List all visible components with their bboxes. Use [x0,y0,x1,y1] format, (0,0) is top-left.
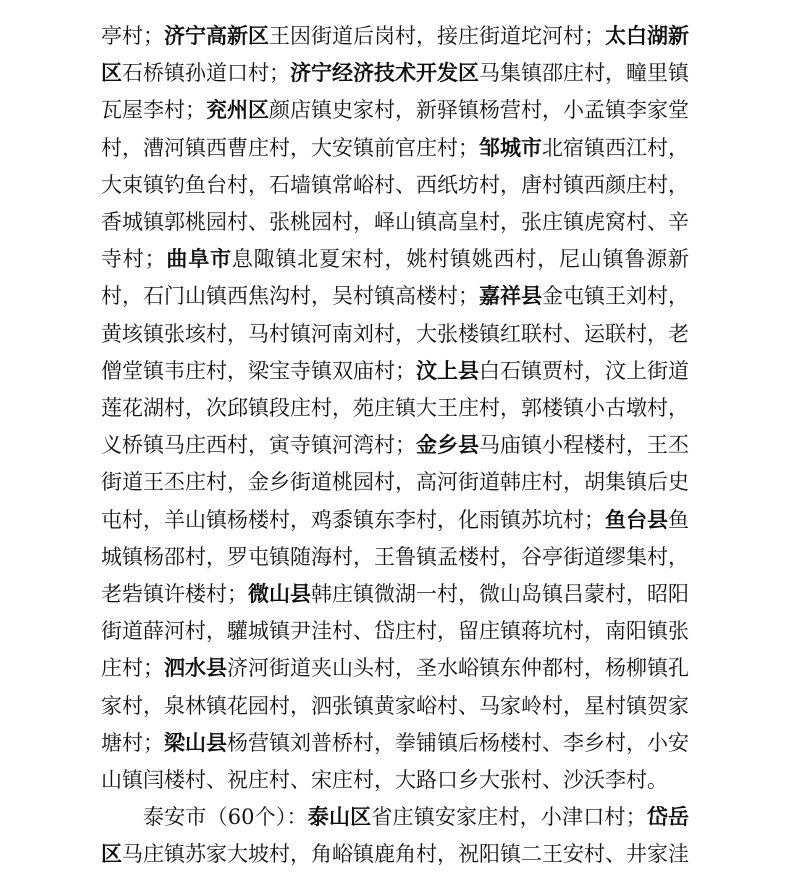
district-name: 嘉祥县 [479,284,542,309]
text-segment: 省庄镇安家庄村，小津口村； [371,805,647,830]
district-name: 太白湖新区 [101,24,689,86]
text-segment: 马庙镇小程楼村，王丕街道王丕庄村，金乡街道桃园村，高河街道韩庄村，胡集镇后史屯村，羊山镇杨楼村，鸡黍镇东李村，化雨镇苏坑村； [101,433,689,532]
district-name: 泗水县 [164,656,227,681]
text-segment: 马庄镇苏家大坡村，角峪镇鹿角村，祝阳镇二王安村、井家洼 [122,842,689,867]
text-segment: 马集镇邵庄村，疃里镇瓦屋李村； [101,61,689,123]
district-name: 岱岳区 [101,805,690,867]
paragraph-taian-villages [101,799,689,873]
text-segment: 颜店镇史家村，新驿镇杨营村，小孟镇李家堂村，漕河镇西曹庄村，大安镇前官庄村； [101,98,689,160]
text-segment: 亭村； [101,24,164,48]
text-segment: 北宿镇西江村，大束镇钓鱼台村，石墙镇常峪村、西纸坊村，唐村镇西颜庄村，香城镇郭桃园村、张桃园村，峄山镇高皇村，张庄镇虎窝村、辛寺村； [101,135,689,272]
text-segment: 息陬镇北夏宋村，姚村镇姚西村，尼山镇鲁源新村，石门山镇西焦沟村，吴村镇高楼村； [101,247,690,309]
text-segment: 鱼城镇杨邵村，罗屯镇随海村，王鲁镇孟楼村，谷亭街道缪集村，老砦镇许楼村； [101,507,689,607]
text-segment: 白石镇贾村，汶上街道莲花湖村，次邱镇段庄村，苑庄镇大王庄村，郭楼镇小古墩村，义桥镇马庄西村，寅寺镇河湾村； [101,358,689,458]
text-segment: 济河街道夹山头村，圣水峪镇东仲都村，杨柳镇孔家村，泉林镇花园村，泗张镇黄家峪村、马家岭村，星村镇贺家塘村； [101,656,689,755]
text-segment: 杨营镇刘普桥村，拳铺镇后杨楼村、李乡村，小安山镇闫楼村、祝庄村、宋庄村，大路口乡大张村、沙沃李村。 [101,730,689,793]
district-name: 济宁高新区 [164,24,269,48]
text-segment: 王因街道后岗村，接庄街道坨河村； [269,24,605,48]
text-segment: 金屯镇王刘村，黄垓镇张垓村，马村镇河南刘村，大张楼镇红联村、运联村，老僧堂镇韦庄村，梁宝寺镇双庙村； [101,284,689,383]
district-name: 金乡县 [416,433,479,458]
district-name: 邹城市 [479,135,542,160]
district-name: 济宁经济技术开发区 [290,61,479,86]
text-segment: 韩庄镇微湖一村，微山岛镇吕蒙村，昭阳街道薛河村，驩城镇尹洼村、岱庄村，留庄镇蒋坑村，南阳镇张庄村； [101,582,689,681]
district-name: 曲阜市 [165,247,232,272]
district-name: 汶上县 [416,358,479,383]
city-heading: 泰安市（60个）： [143,805,308,830]
district-name: 梁山县 [164,730,227,755]
district-name: 鱼台县 [605,507,668,532]
district-name: 泰山区 [307,805,372,830]
paragraph-jining-villages [101,18,689,799]
district-name: 微山县 [248,582,311,607]
text-segment: 石桥镇孙道口村； [122,61,290,86]
district-name: 兖州区 [206,98,269,123]
